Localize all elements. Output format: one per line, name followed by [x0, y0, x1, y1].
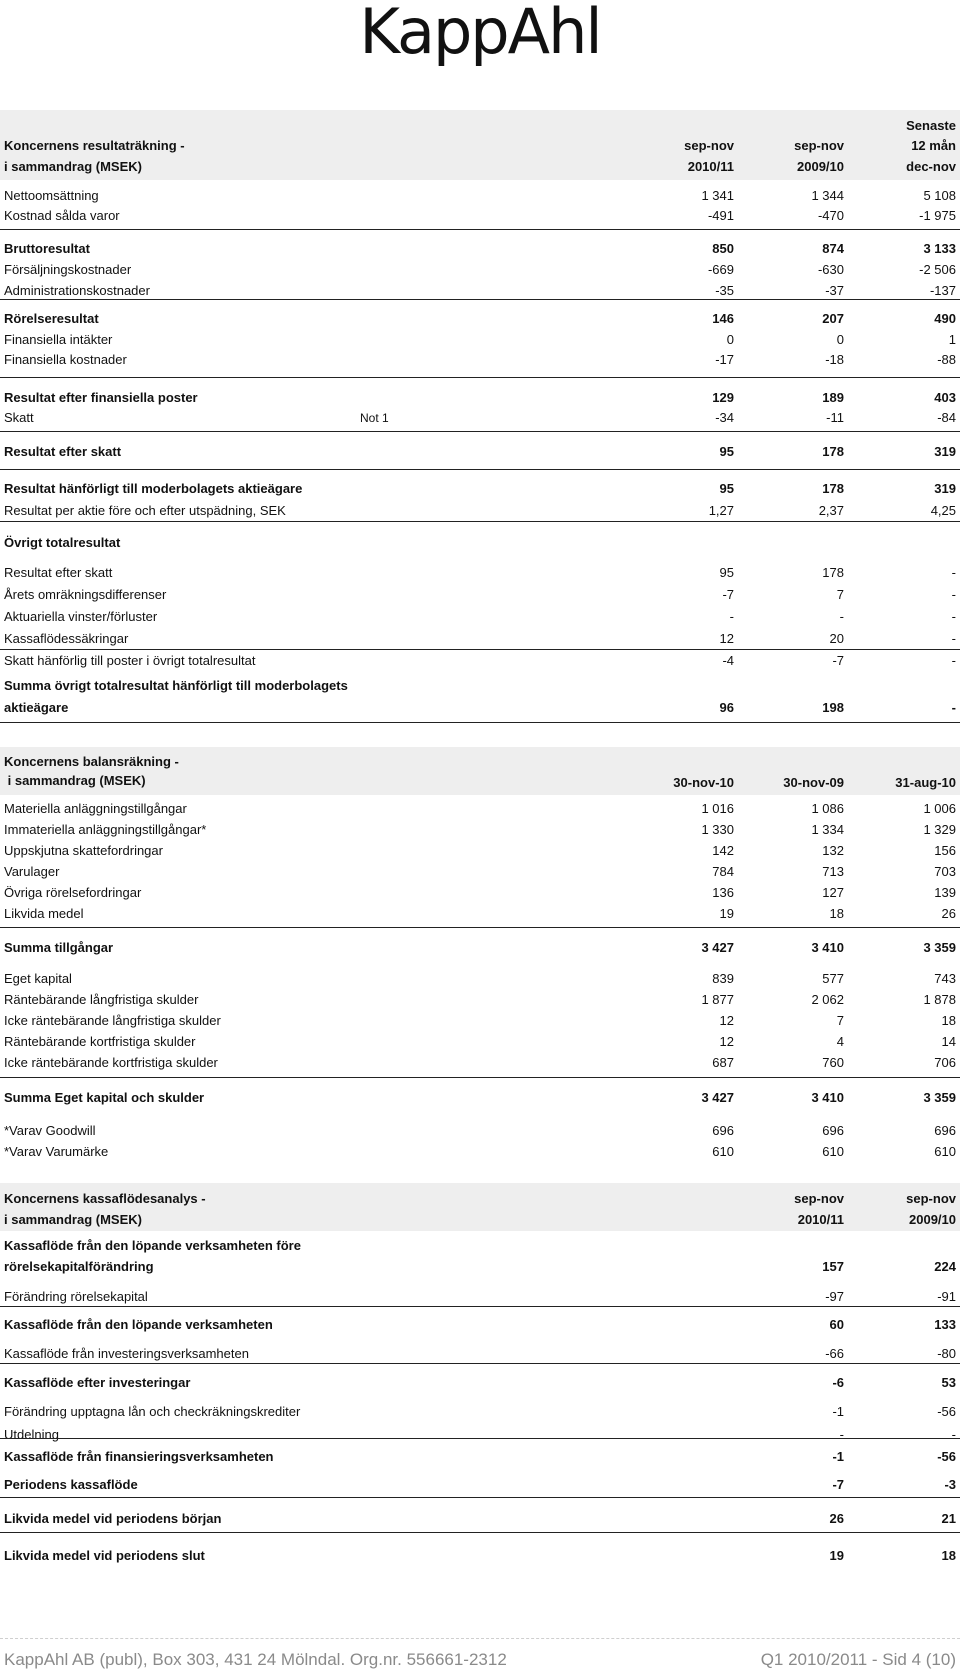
row-value: 706: [934, 1055, 956, 1070]
cashflow-row: [0, 1257, 960, 1277]
row-value: 26: [941, 906, 956, 921]
row-value: -34: [715, 410, 734, 425]
row-note: Not 1: [360, 411, 389, 425]
row-label: Likvida medel vid periodens slut: [4, 1548, 205, 1563]
row-value: -630: [817, 262, 844, 277]
row-value: 156: [934, 843, 956, 858]
balance-row: [0, 1011, 960, 1031]
row-value: 139: [934, 885, 956, 900]
row-value: -: [951, 700, 956, 715]
balance-row: [0, 1032, 960, 1052]
income-col1-line2: sep-nov: [684, 138, 734, 153]
row-value: 4: [836, 1034, 844, 1049]
income-row: [0, 330, 960, 350]
balance-row: [0, 820, 960, 840]
cashflow-row: [0, 1509, 960, 1529]
row-value: -37: [825, 283, 844, 298]
row-value: -: [951, 609, 956, 624]
income-row: [0, 408, 960, 428]
row-label: Likvida medel: [4, 906, 84, 921]
balance-row: [0, 990, 960, 1010]
cashflow-row: [0, 1236, 960, 1256]
row-value: 1 344: [811, 188, 844, 203]
row-value: -669: [707, 262, 734, 277]
income-col3-line1: Senaste: [906, 118, 956, 133]
cashflow-rule: [0, 1363, 960, 1364]
row-value: 577: [822, 971, 844, 986]
row-value: 18: [829, 906, 844, 921]
row-value: 133: [934, 1317, 956, 1332]
balance-row: [0, 862, 960, 882]
row-value: -7: [722, 587, 734, 602]
row-value: 1 878: [923, 992, 956, 1007]
income-rule: [0, 377, 960, 378]
row-value: 19: [719, 906, 734, 921]
row-value: 95: [719, 481, 734, 496]
row-label: Resultat per aktie före och efter utspädning, SEK: [4, 503, 286, 518]
income-rule: [0, 521, 960, 522]
income-row: [0, 388, 960, 408]
cashflow-title-1: Koncernens kassaflödesanalys -: [4, 1191, 206, 1206]
row-label: Räntebärande kortfristiga skulder: [4, 1034, 196, 1049]
row-value: 2 062: [811, 992, 844, 1007]
cashflow-row: [0, 1402, 960, 1422]
row-value: 696: [934, 1123, 956, 1138]
row-value: 1 877: [701, 992, 734, 1007]
row-value: -4: [722, 653, 734, 668]
income-row: [0, 206, 960, 226]
row-label: Kassaflöde från den löpande verksamheten: [4, 1317, 273, 1332]
row-value: 12: [719, 1034, 734, 1049]
row-value: 142: [712, 843, 734, 858]
income-rule: [0, 722, 960, 723]
row-label: Resultat hänförligt till moderbolagets aktieägare: [4, 481, 303, 496]
row-label: Skatt hänförlig till poster i övrigt totalresultat: [4, 653, 256, 668]
income-row: [0, 563, 960, 583]
row-value: 874: [822, 241, 844, 256]
row-value: -2 506: [919, 262, 956, 277]
cashflow-row: [0, 1475, 960, 1495]
row-value: -56: [937, 1404, 956, 1419]
row-value: 157: [822, 1259, 844, 1274]
balance-row: [0, 904, 960, 924]
row-value: 319: [934, 481, 956, 496]
cashflow-title-2: i sammandrag (MSEK): [4, 1212, 142, 1227]
row-label: Finansiella intäkter: [4, 332, 113, 347]
row-value: 224: [934, 1259, 956, 1274]
row-label: Förändring upptagna lån och checkräkningskrediter: [4, 1404, 301, 1419]
row-label: Uppskjutna skattefordringar: [4, 843, 163, 858]
row-value: 53: [941, 1375, 956, 1390]
row-label: Årets omräkningsdifferenser: [4, 587, 167, 602]
row-value: -97: [825, 1289, 844, 1304]
row-label: Skatt: [4, 410, 34, 425]
footer-divider: [0, 1638, 960, 1639]
footer-address: KappAhl AB (publ), Box 303, 431 24 Mölndal. Org.nr. 556661-2312: [4, 1650, 507, 1669]
row-label: Nettoomsättning: [4, 188, 99, 203]
income-row: [0, 698, 960, 718]
row-label: Bruttoresultat: [4, 241, 90, 256]
cashflow-rule: [0, 1532, 960, 1533]
row-label: Eget kapital: [4, 971, 72, 986]
row-value: -66: [825, 1346, 844, 1361]
income-col2-line2: sep-nov: [794, 138, 844, 153]
row-value: -11: [826, 410, 844, 425]
row-value: -491: [707, 208, 734, 223]
cashflow-col2-line2: 2010/11: [797, 1212, 844, 1227]
row-value: 3 133: [923, 241, 956, 256]
row-value: -56: [937, 1449, 956, 1464]
row-value: 20: [829, 631, 844, 646]
balance-row: [0, 1121, 960, 1141]
income-row: [0, 186, 960, 206]
cashflow-row: [0, 1546, 960, 1566]
row-value: -35: [715, 283, 734, 298]
row-value: 3 359: [923, 940, 956, 955]
row-label: Varulager: [4, 864, 60, 879]
row-value: 12: [719, 631, 734, 646]
row-value: 3 410: [811, 1090, 844, 1105]
row-value: 3 410: [811, 940, 844, 955]
income-rule: [0, 299, 960, 300]
cashflow-row: [0, 1373, 960, 1393]
row-label: Administrationskostnader: [4, 283, 150, 298]
row-value: 4,25: [930, 503, 956, 518]
income-row: [0, 585, 960, 605]
row-value: 26: [829, 1511, 844, 1526]
row-value: 610: [822, 1144, 844, 1159]
row-value: 784: [712, 864, 734, 879]
row-value: -80: [937, 1346, 956, 1361]
cashflow-rule: [0, 1497, 960, 1498]
income-row: [0, 607, 960, 627]
row-value: 18: [941, 1548, 956, 1563]
income-row: [0, 501, 960, 521]
balance-row: [0, 883, 960, 903]
row-value: 95: [719, 444, 734, 459]
cashflow-row: [0, 1425, 960, 1445]
balance-col3: 31-aug-10: [895, 775, 956, 790]
balance-col2: 30-nov-09: [783, 775, 844, 790]
row-value: 1,27: [708, 503, 734, 518]
row-value: 1 330: [701, 822, 734, 837]
row-label: Resultat efter skatt: [4, 444, 122, 459]
income-row: [0, 281, 960, 301]
row-value: -: [729, 609, 734, 624]
row-value: -: [839, 1427, 844, 1442]
income-row: [0, 442, 960, 462]
row-value: -1: [832, 1404, 844, 1419]
row-value: 696: [712, 1123, 734, 1138]
row-label: Summa tillgångar: [4, 940, 114, 955]
row-label: Summa Eget kapital och skulder: [4, 1090, 205, 1105]
row-label: aktieägare: [4, 700, 69, 715]
row-value: 3 427: [701, 1090, 734, 1105]
income-rule: [0, 649, 960, 650]
row-value: -6: [832, 1375, 844, 1390]
cashflow-row: [0, 1447, 960, 1467]
row-value: -18: [825, 352, 844, 367]
row-label: Kassaflöde från investeringsverksamheten: [4, 1346, 249, 1361]
cashflow-row: [0, 1287, 960, 1307]
row-value: 18: [941, 1013, 956, 1028]
row-value: 1 016: [701, 801, 734, 816]
row-value: 5 108: [923, 188, 956, 203]
row-label: Aktuariella vinster/förluster: [4, 609, 158, 624]
income-row: [0, 629, 960, 649]
row-value: 1 341: [701, 188, 734, 203]
income-title-1: Koncernens resultaträkning -: [4, 138, 185, 153]
row-label: Övrigt totalresultat: [4, 535, 121, 550]
row-value: -3: [944, 1477, 956, 1492]
page-footer: [0, 1650, 960, 1674]
row-value: -137: [929, 283, 956, 298]
row-label: Kostnad sålda varor: [4, 208, 120, 223]
row-value: 703: [934, 864, 956, 879]
row-value: 850: [712, 241, 734, 256]
row-value: -91: [937, 1289, 956, 1304]
row-label: Förändring rörelsekapital: [4, 1289, 148, 1304]
row-value: 610: [934, 1144, 956, 1159]
row-label: Kassaflöde efter investeringar: [4, 1375, 191, 1390]
row-label: Finansiella kostnader: [4, 352, 127, 367]
row-label: Kassaflöde från finansieringsverksamheten: [4, 1449, 274, 1464]
row-value: 1: [948, 332, 956, 347]
balance-row: [0, 799, 960, 819]
row-value: 12: [719, 1013, 734, 1028]
row-value: 60: [829, 1317, 844, 1332]
row-value: 132: [822, 843, 844, 858]
row-value: 1 006: [923, 801, 956, 816]
row-value: 403: [934, 390, 956, 405]
row-value: 21: [941, 1511, 956, 1526]
balance-rule: [0, 1077, 960, 1078]
cashflow-col3-line1: sep-nov: [906, 1191, 956, 1206]
row-label: Kassaflöde från den löpande verksamheten före: [4, 1238, 301, 1253]
income-row: [0, 239, 960, 259]
row-value: 760: [822, 1055, 844, 1070]
row-value: 1 086: [811, 801, 844, 816]
row-value: 96: [719, 700, 734, 715]
cashflow-col2-line1: sep-nov: [794, 1191, 844, 1206]
row-value: 189: [822, 390, 844, 405]
balance-col1: 30-nov-10: [673, 775, 734, 790]
row-value: -: [951, 1427, 956, 1442]
row-label: Materiella anläggningstillgångar: [4, 801, 187, 816]
row-value: 2,37: [818, 503, 844, 518]
row-value: 136: [712, 885, 734, 900]
income-row: [0, 260, 960, 280]
balance-row: [0, 1053, 960, 1073]
balance-row: [0, 841, 960, 861]
row-value: 0: [836, 332, 844, 347]
row-value: 687: [712, 1055, 734, 1070]
balance-row: [0, 1088, 960, 1108]
income-col1-line3: 2010/11: [687, 159, 734, 174]
footer-page-number: Q1 2010/2011 - Sid 4 (10): [760, 1650, 956, 1669]
income-rule: [0, 431, 960, 432]
row-value: 319: [934, 444, 956, 459]
row-value: 198: [822, 700, 844, 715]
row-label: Resultat efter skatt: [4, 565, 113, 580]
income-col3-line2: 12 mån: [911, 138, 956, 153]
row-value: 7: [836, 1013, 844, 1028]
balance-rule: [0, 927, 960, 928]
row-value: 7: [836, 587, 844, 602]
row-value: -: [951, 565, 956, 580]
balance-row: [0, 969, 960, 989]
row-value: -: [951, 653, 956, 668]
income-title-2: i sammandrag (MSEK): [4, 159, 142, 174]
income-row: [0, 479, 960, 499]
balance-title-1: Koncernens balansräkning -: [4, 754, 179, 769]
income-rule: [0, 229, 960, 230]
row-label: Rörelseresultat: [4, 311, 99, 326]
row-label: Resultat efter finansiella poster: [4, 390, 198, 405]
row-value: -470: [817, 208, 844, 223]
row-label: Kassaflödessäkringar: [4, 631, 129, 646]
income-row: [0, 350, 960, 370]
row-value: -1: [832, 1449, 844, 1464]
row-value: 3 427: [701, 940, 734, 955]
row-value: 1 334: [811, 822, 844, 837]
cashflow-row: [0, 1315, 960, 1335]
row-label: *Varav Goodwill: [4, 1123, 96, 1138]
row-label: Immateriella anläggningstillgångar*: [4, 822, 207, 837]
row-label: Likvida medel vid periodens början: [4, 1511, 222, 1526]
row-label: rörelsekapitalförändring: [4, 1259, 154, 1274]
row-value: 713: [822, 864, 844, 879]
income-row: [0, 309, 960, 329]
row-value: -7: [832, 653, 844, 668]
row-value: 127: [822, 885, 844, 900]
cashflow-rule: [0, 1438, 960, 1439]
row-value: -: [951, 587, 956, 602]
row-value: 178: [822, 565, 844, 580]
row-value: 207: [822, 311, 844, 326]
row-label: Utdelning: [4, 1427, 59, 1442]
row-value: 839: [712, 971, 734, 986]
balance-row: [0, 938, 960, 958]
row-value: 1 329: [923, 822, 956, 837]
row-value: -1 975: [919, 208, 956, 223]
row-label: Räntebärande långfristiga skulder: [4, 992, 199, 1007]
row-value: 743: [934, 971, 956, 986]
income-row: [0, 676, 960, 696]
row-value: 178: [822, 444, 844, 459]
cashflow-row: [0, 1344, 960, 1364]
row-value: -88: [937, 352, 956, 367]
row-value: -84: [937, 410, 956, 425]
row-label: *Varav Varumärke: [4, 1144, 109, 1159]
row-label: Övriga rörelsefordringar: [4, 885, 142, 900]
cashflow-col3-line2: 2009/10: [909, 1212, 956, 1227]
row-value: 146: [712, 311, 734, 326]
row-value: -: [839, 609, 844, 624]
row-label: Periodens kassaflöde: [4, 1477, 138, 1492]
row-value: -7: [832, 1477, 844, 1492]
row-value: 3 359: [923, 1090, 956, 1105]
row-value: 178: [822, 481, 844, 496]
income-col2-line3: 2009/10: [797, 159, 844, 174]
balance-title-2: i sammandrag (MSEK): [4, 773, 146, 788]
row-label: Summa övrigt totalresultat hänförligt till moderbolagets: [4, 678, 348, 693]
row-value: 490: [934, 311, 956, 326]
row-value: 19: [829, 1548, 844, 1563]
company-logo: KappAhl: [359, 0, 601, 68]
row-label: Icke räntebärande kortfristiga skulder: [4, 1055, 218, 1070]
row-value: 610: [712, 1144, 734, 1159]
row-value: 95: [719, 565, 734, 580]
income-col3-line3: dec-nov: [906, 159, 956, 174]
row-value: 129: [712, 390, 734, 405]
income-rule: [0, 469, 960, 470]
row-value: 14: [941, 1034, 956, 1049]
cashflow-rule: [0, 1306, 960, 1307]
row-value: -17: [715, 352, 734, 367]
row-value: 696: [822, 1123, 844, 1138]
balance-row: [0, 1142, 960, 1162]
row-label: Icke räntebärande långfristiga skulder: [4, 1013, 221, 1028]
row-value: -: [951, 631, 956, 646]
row-label: Försäljningskostnader: [4, 262, 132, 277]
row-value: 0: [726, 332, 734, 347]
income-row: [0, 651, 960, 671]
income-row: [0, 533, 960, 553]
